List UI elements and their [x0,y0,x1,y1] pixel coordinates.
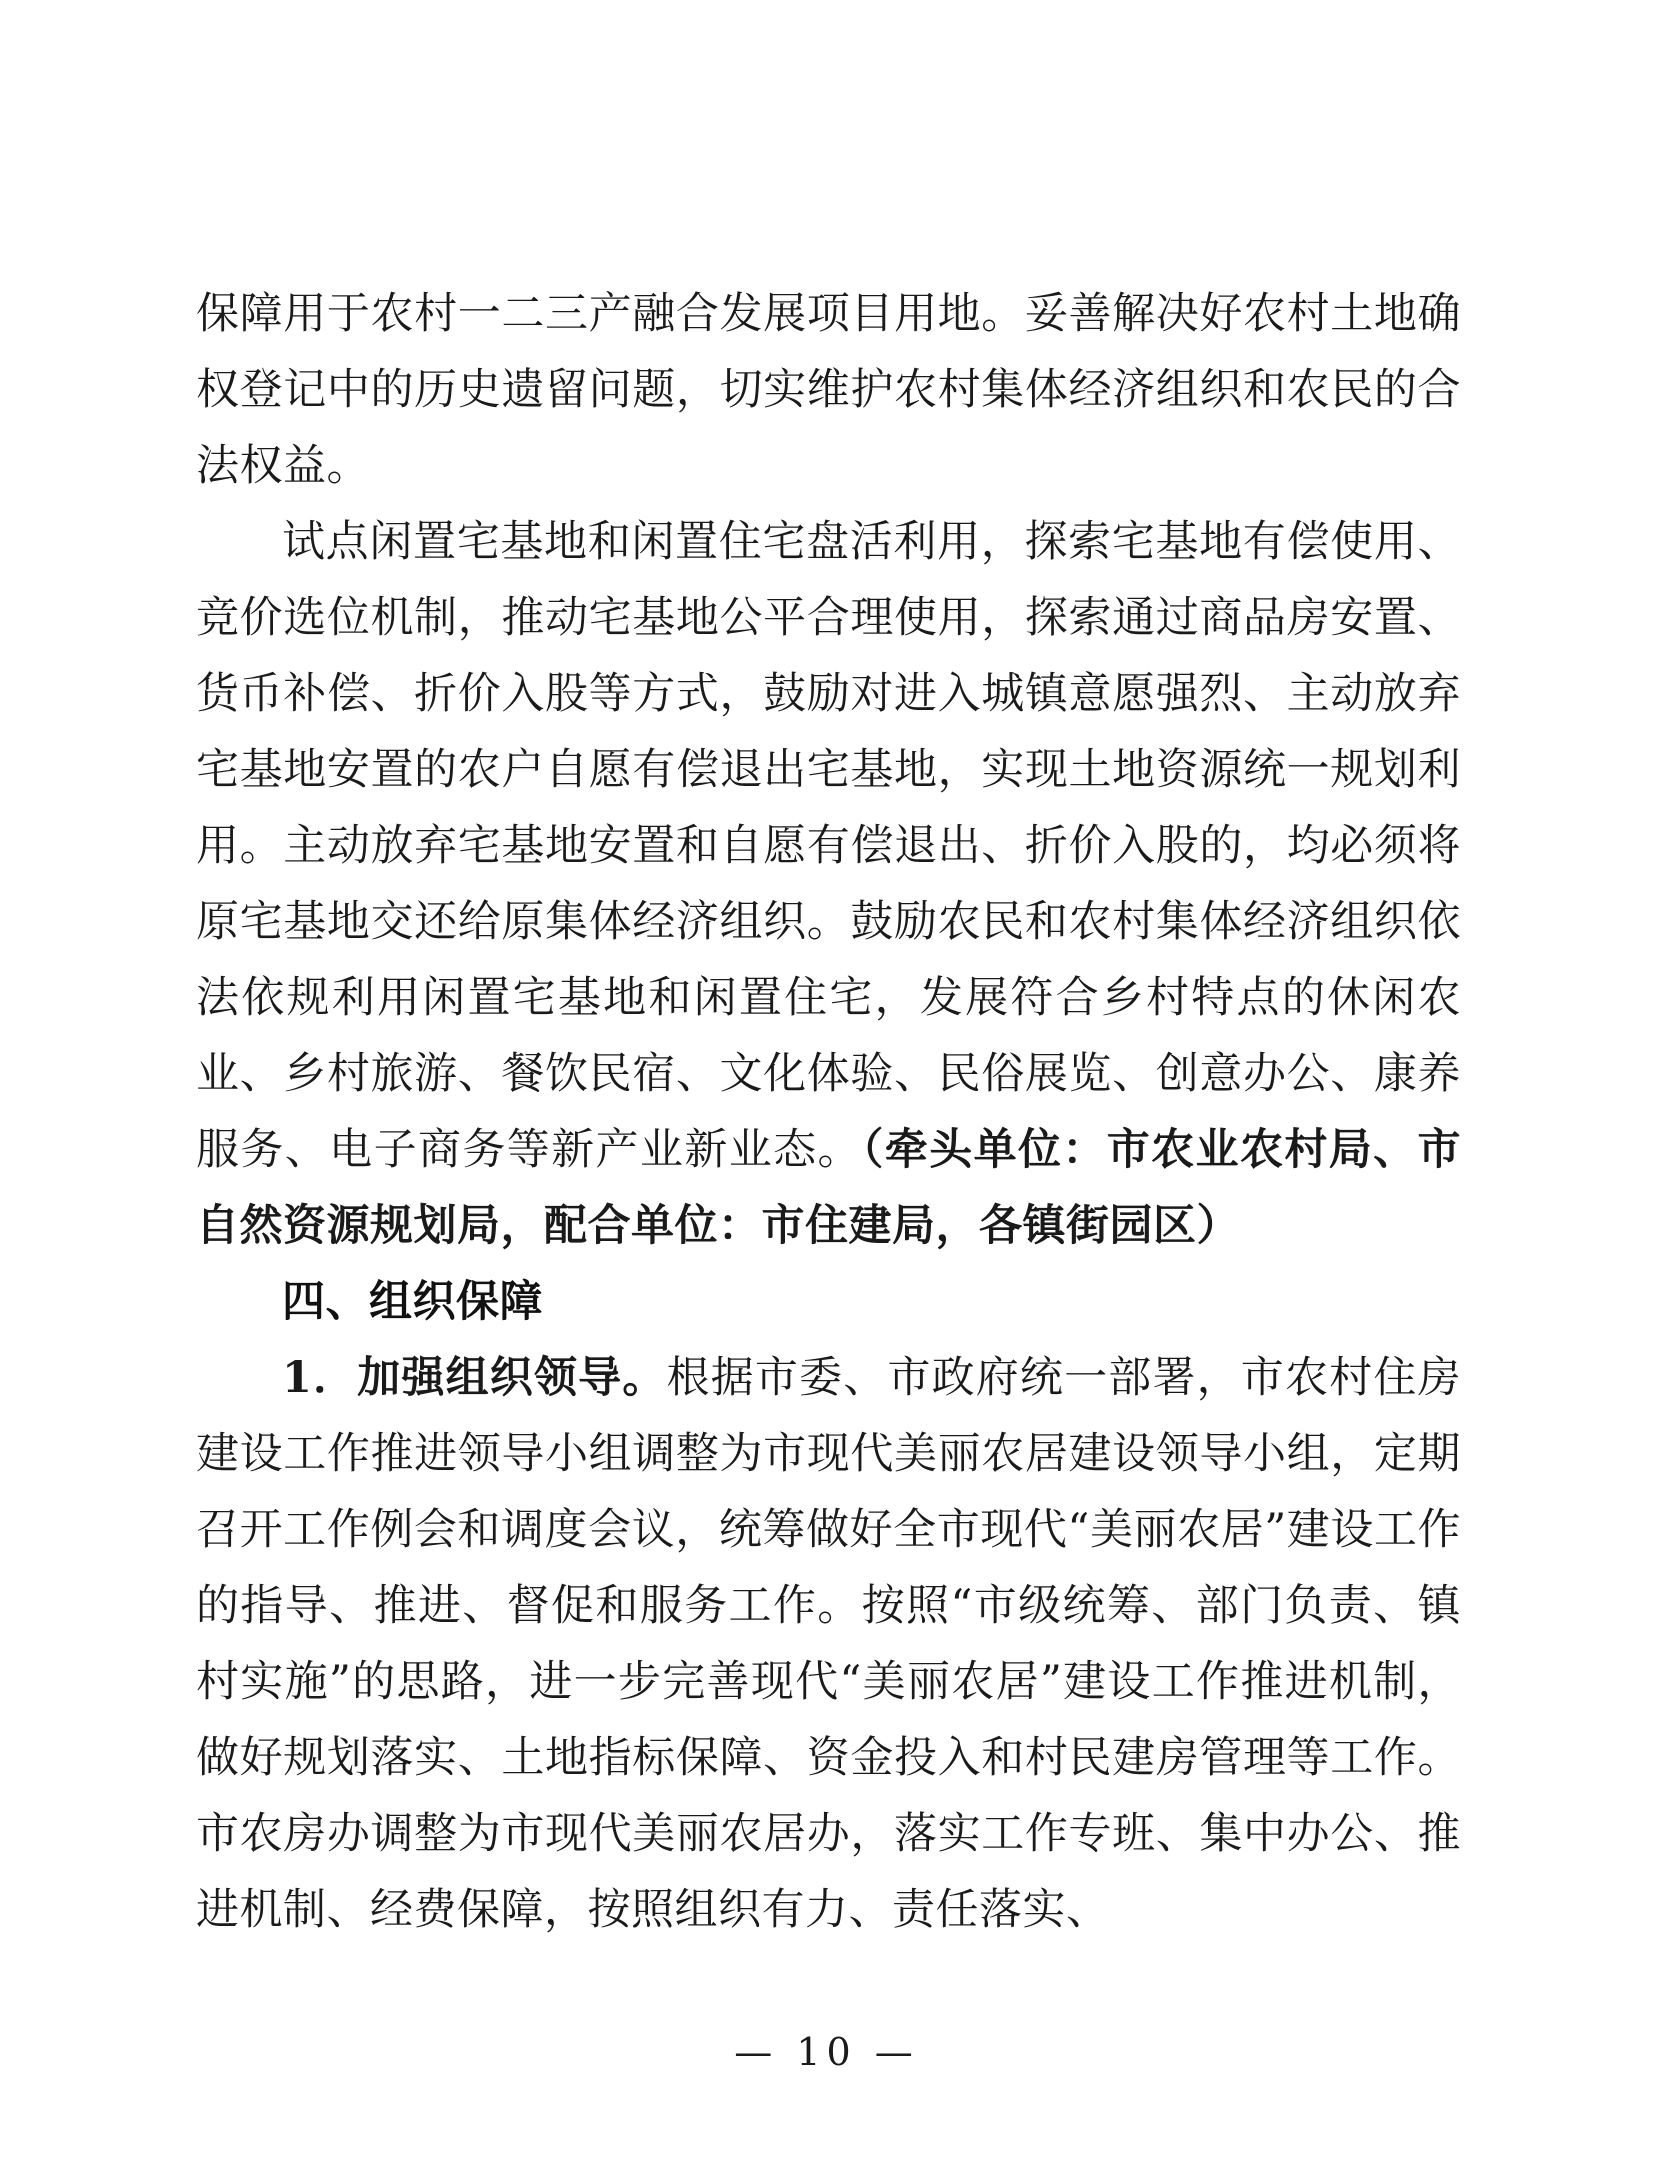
page-body [196,276,1461,1948]
page-number: — 10 — [734,2030,919,2074]
paragraph-continued: 保障用于农村一二三产融合发展项目用地。妥善解决好农村土地确权登记中的历史遗留问题，切实维护农村集体经济组织和农民的合法权益。 [196,289,1461,491]
paragraph-pilot-homestead-text: 试点闲置宅基地和闲置住宅盘活利用，探索宅基地有偿使用、竞价选位机制，推动宅基地公平合理使用，探索通过商品房安置、货币补偿、折价入股等方式，鼓励对进入城镇意愿强烈、主动放弃宅基地安置的农户自愿有偿退出宅基地，实现土地资源统一规划利用。主动放弃宅基地安置和自愿有偿退出、折价入股的，均必须将原宅基地交还给原集体经济组织。鼓励农民和农村集体经济组织依法依规利用闲置宅基地和闲置住宅，发展符合乡村特点的休闲农业、乡村旅游、餐饮民宿、文化体验、民俗展览、创意办公、康养服务、电子商务等新产业新业态。 [196,517,1461,1175]
section-heading: 四、组织保障 [282,1277,543,1327]
item-1-text: 根据市委、市政府统一部署，市农村住房建设工作推进领导小组调整为市现代美丽农居建设领导小组，定期召开工作例会和调度会议，统筹做好全市现代“美丽农居”建设工作的指导、推进、督促和服务工作。按照“市级统筹、部门负责、镇村实施”的思路，进一步完善现代“美丽农居”建设工作推进机制，做好规划落实、土地指标保障、资金投入和村民建房管理等工作。市农房办调整为市现代美丽农居办，落实工作专班、集中办公、推进机制、经费保障，按照组织有力、责任落实、 [196,1353,1462,1935]
paragraph-item-1 [196,1340,1461,1948]
item-1-label: 1．加强组织领导。 [282,1353,667,1403]
responsible-units-note: （牵头单位：市农业农村局、市自然资源规划局，配合单位：市住建局，各镇街园区） [196,1125,1462,1251]
paragraph-pilot-homestead [196,504,1461,1264]
